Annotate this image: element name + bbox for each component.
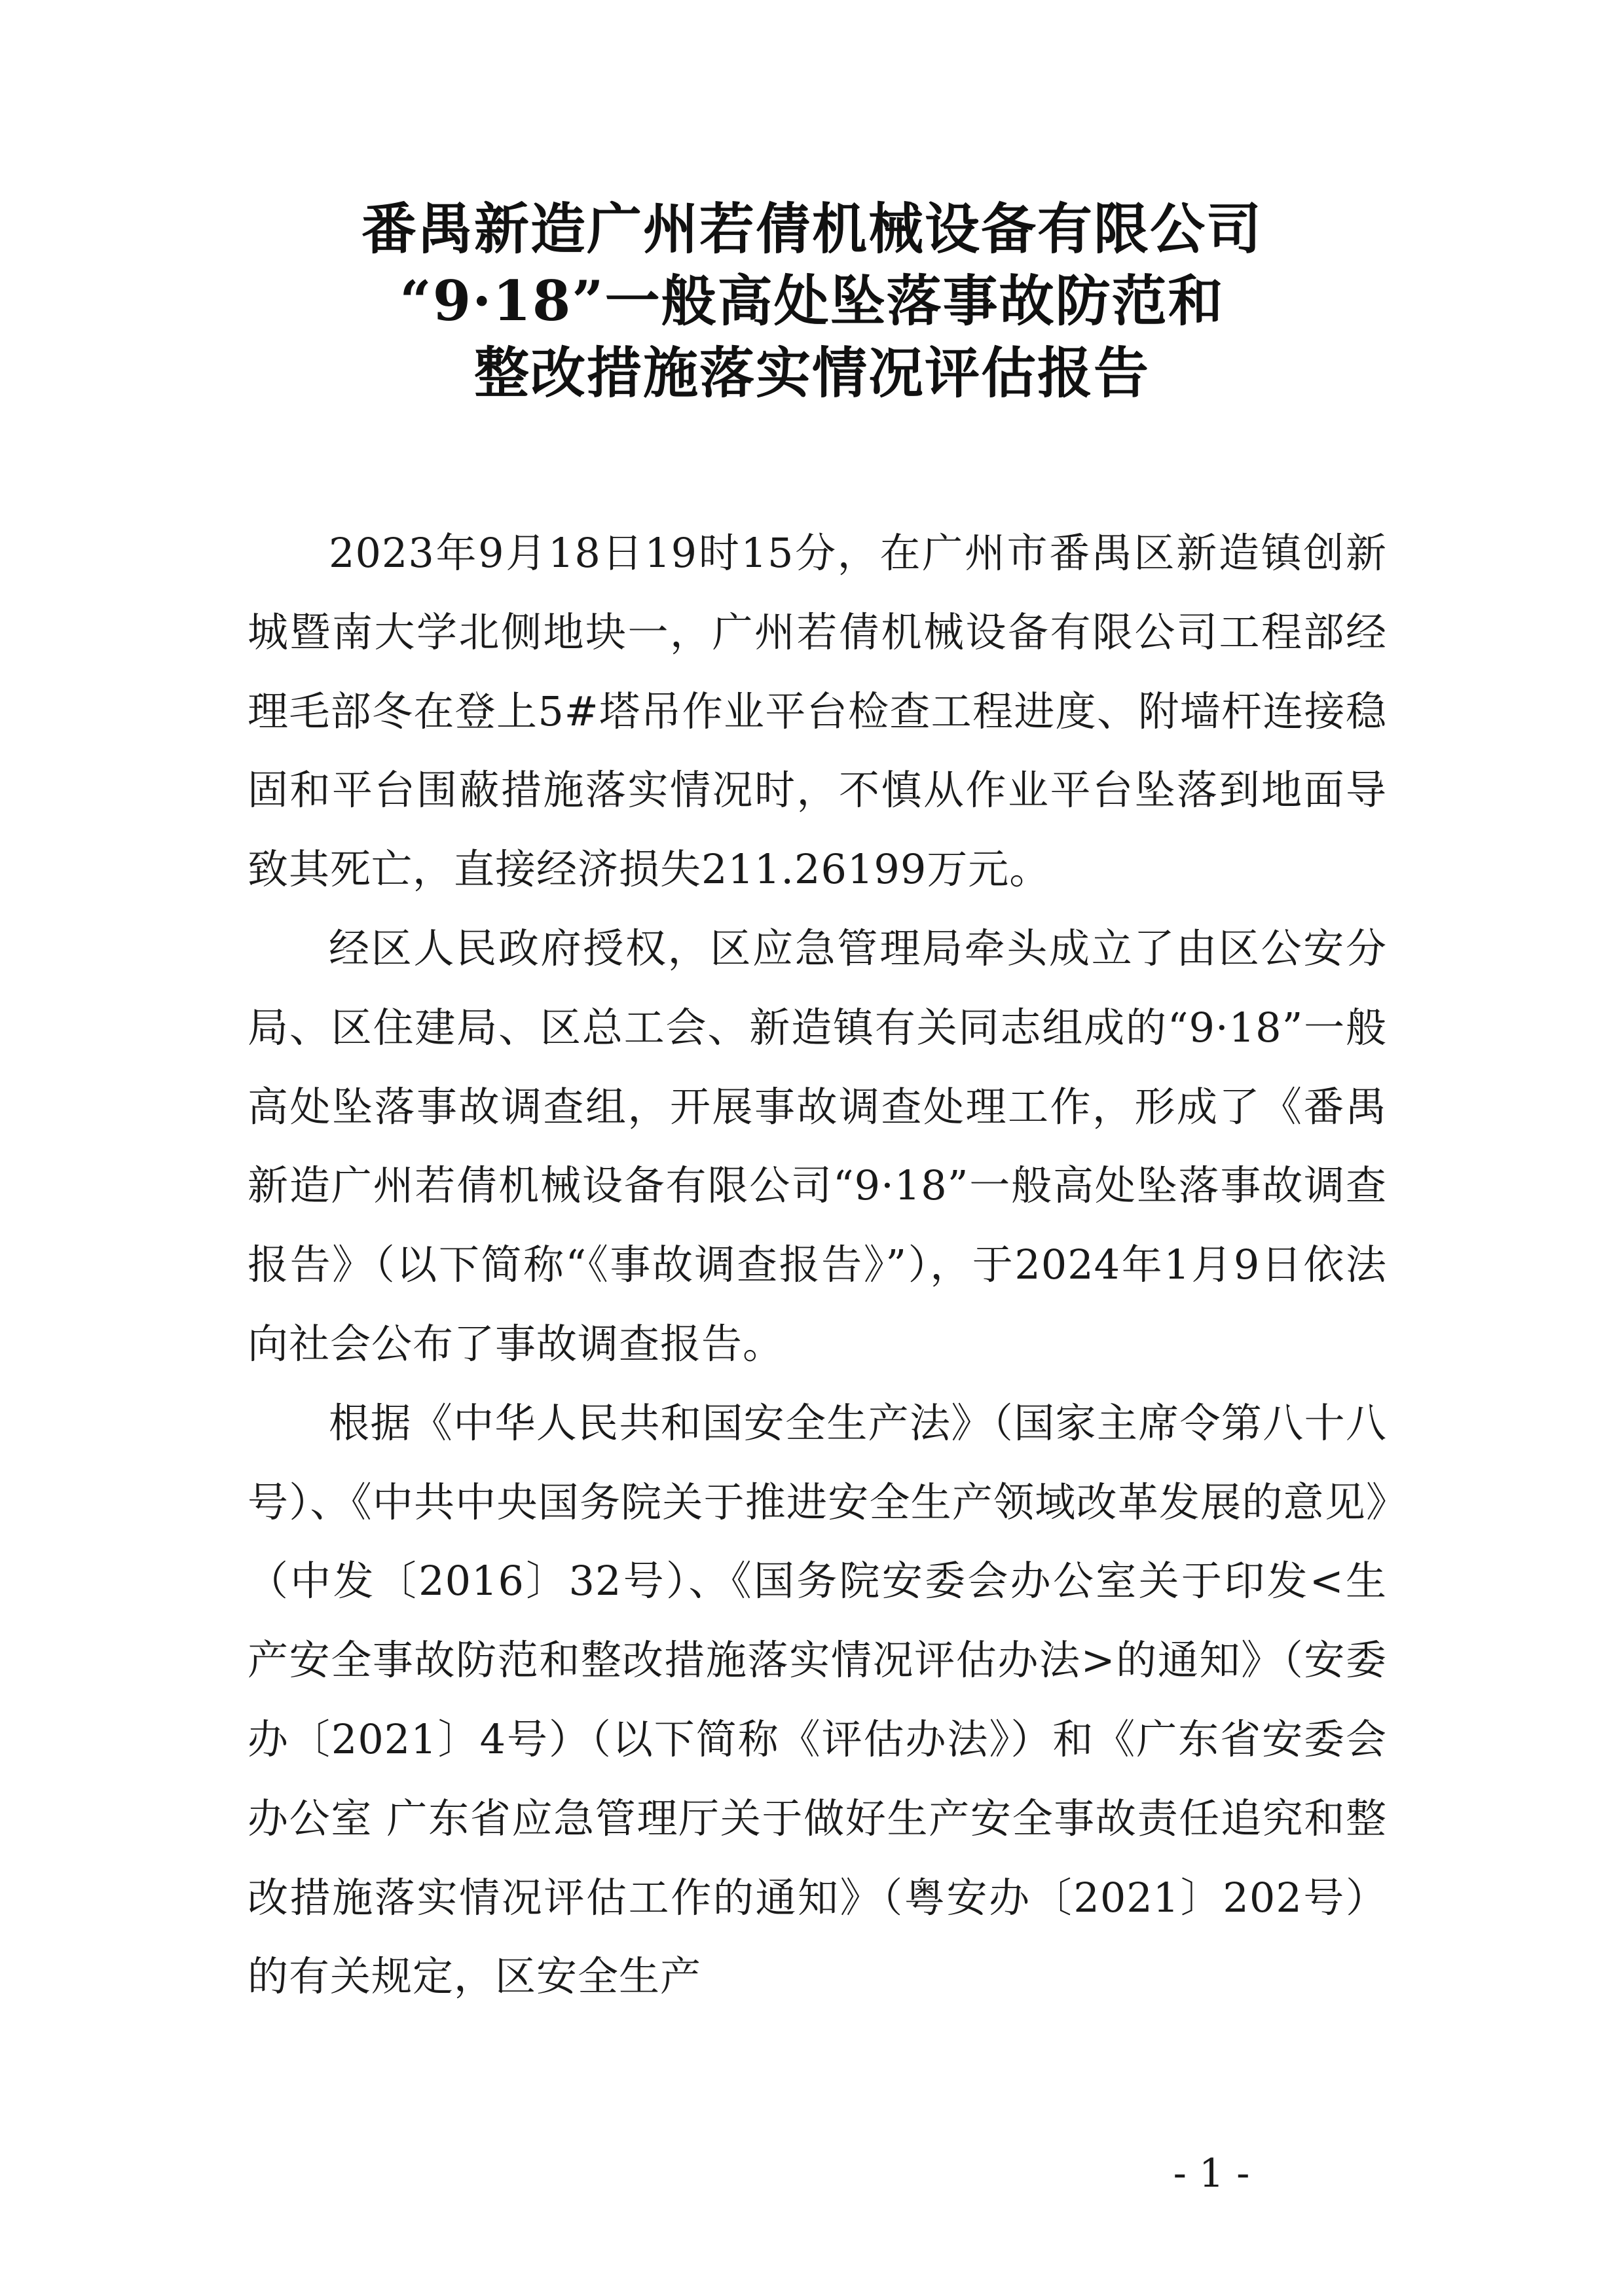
paragraph-investigation: 经区人民政府授权，区应急管理局牵头成立了由区公安分局、区住建局、区总工会、新造镇有关同志组成的“9·18”一般高处坠落事故调查组，开展事故调查处理工作，形成了《番禺新造广州若倩机械设备有限公司“9·18”一般高处坠落事故调查报告》（以下简称“《事故调查报告》”），于2024年1月9日依法向社会公布了事故调查报告。 (248, 924, 1387, 1368)
page-number: - 1 - (1173, 2151, 1250, 2196)
document-body (248, 514, 1387, 2016)
title-line-2: “9·18”一般高处坠落事故防范和 (399, 268, 1225, 333)
document-title (0, 193, 1624, 409)
title-line-1: 番禺新造广州若倩机械设备有限公司 (361, 196, 1263, 261)
paragraph-legal-basis: 根据《中华人民共和国安全生产法》（国家主席令第八十八号）、《中共中央国务院关于推进安全生产领域改革发展的意见》（中发〔2016〕32号）、《国务院安委会办公室关于印发<生产安全事故防范和整改措施落实情况评估办法>的通知》（安委办〔2021〕4号）（以下简称《评估办法》）和《广东省安委会办公室 广东省应急管理厅关于做好生产安全事故责任追究和整改措施落实情况评估工作的通知》（粤安办〔2021〕202号）的有关规定，区安全生产 (248, 1398, 1387, 2001)
title-line-3: 整改措施落实情况评估报告 (473, 340, 1150, 405)
paragraph-accident-summary: 2023年9月18日19时15分，在广州市番禺区新造镇创新城暨南大学北侧地块一，广州若倩机械设备有限公司工程部经理毛部冬在登上5#塔吊作业平台检查工程进度、附墙杆连接稳固和平台围蔽措施落实情况时，不慎从作业平台坠落到地面导致其死亡，直接经济损失211.26199万元。 (248, 529, 1387, 894)
